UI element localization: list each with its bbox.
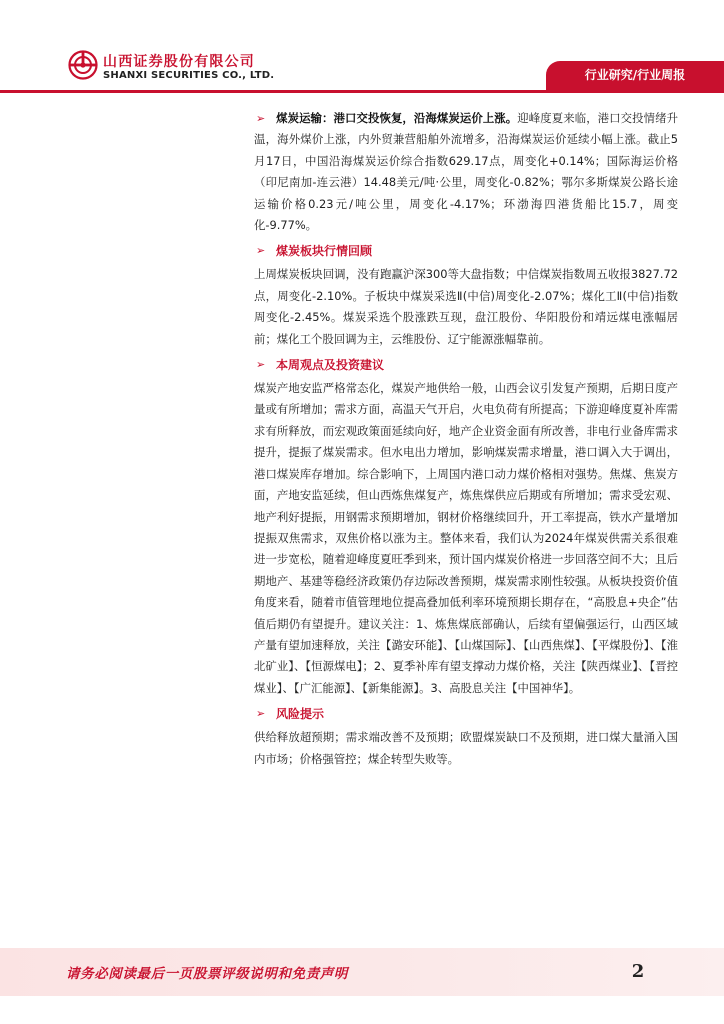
coal-transport-lead: 煤炭运输：港口交投恢复，沿海煤炭运价上涨。 <box>276 111 518 125</box>
views-title: 本周观点及投资建议 <box>276 358 385 373</box>
report-body <box>254 108 678 770</box>
bullet-arrow-icon: ➢ <box>256 112 266 125</box>
company-name-cn: 山西证券股份有限公司 <box>103 54 255 70</box>
report-type-tag: 行业研究/行业周报 <box>546 61 724 90</box>
risks-title: 风险提示 <box>276 707 325 722</box>
page-header <box>0 0 724 100</box>
views-heading <box>254 352 678 378</box>
bullet-arrow-icon: ➢ <box>256 358 266 372</box>
coal-transport-section <box>254 108 678 236</box>
sector-review-text: 上周煤炭板块回调，没有跑赢沪深300等大盘指数；中信煤炭指数周五收报3827.72点，周变化-2.10%。子板块中煤炭采选Ⅱ(中信)周变化-2.07%；煤化工Ⅱ(中信)指数周变化-2.45%。煤炭采选个股涨跌互现，盘江股份、华阳股份和靖远煤电涨幅居前；煤化工个股回调为主，云维股份、辽宁能源涨幅靠前。 <box>254 267 678 346</box>
bullet-arrow-icon: ➢ <box>256 244 266 258</box>
coal-transport-text: 迎峰度夏来临，港口交投情绪升温，海外煤价上涨，内外贸兼营船舶外流增多，沿海煤炭运价延续小幅上涨。截止5月17日，中国沿海煤炭运价综合指数629.17点，周变化+0.14%；国际海运价格（印尼南加-连云港）14.48美元/吨·公里，周变化-0.82%；鄂尔多斯煤炭公路长途运输价格0.23元/吨公里，周变化-4.17%；环渤海四港货船比15.7，周变化-9.77%。 <box>254 111 678 233</box>
risks-heading <box>254 701 678 727</box>
views-text: 煤炭产地安监严格常态化，煤炭产地供给一般，山西会议引发复产预期，后期日度产量或有所增加；需求方面，高温天气开启，火电负荷有所提高；下游迎峰度夏补库需求有所释放，而宏观政策面延续向好，地产企业资金面有所改善，非电行业备库需求提升，提振了煤炭需求。但水电出力增加，影响煤炭需求增量，港口调入大于调出，港口煤炭库存增加。综合影响下，上周国内港口动力煤价格相对强势。焦煤、焦炭方面，产地安监延续，但山西炼焦煤复产，炼焦煤供应后期或有所增加；需求受宏观、地产利好提振，用钢需求预期增加，钢材价格继续回升，开工率提高，铁水产量增加提振双焦需求，双焦价格以涨为主。整体来看，我们认为2024年煤炭供需关系很难进一步宽松，随着迎峰度夏旺季到来，预计国内煤炭价格进一步回落空间不大；且后期地产、基建等稳经济政策仍存边际改善预期，煤炭需求刚性较强。从板块投资价值角度来看，随着市值管理地位提高叠加低利率环境预期长期存在，“高股息+央企”估值后期仍有望提升。建议关注：1、炼焦煤底部确认，后续有望偏强运行，山西区域产量有望加速释放，关注【潞安环能】、【山煤国际】、【山西焦煤】、【平煤股份】、【淮北矿业】、【恒源煤电】；2、夏季补库有望支撑动力煤价格，关注【陕西煤业】、【晋控煤业】、【广汇能源】、【新集能源】。3、高股息关注【中国神华】。 <box>254 381 678 695</box>
header-divider <box>0 90 724 93</box>
page-number: 2 <box>631 961 645 982</box>
company-name-en: SHANXI SECURITIES CO., LTD. <box>103 70 275 81</box>
footer-disclaimer[interactable]: 请务必阅读最后一页股票评级说明和免责声明 <box>66 966 348 982</box>
sector-review-title: 煤炭板块行情回顾 <box>276 244 373 259</box>
bullet-arrow-icon: ➢ <box>256 707 266 721</box>
risks-text: 供给释放超预期；需求端改善不及预期；欧盟煤炭缺口不及预期，进口煤大量涌入国内市场；价格强管控；煤企转型失败等。 <box>254 730 678 766</box>
sector-review-heading <box>254 238 678 264</box>
company-logo-icon <box>68 50 98 80</box>
